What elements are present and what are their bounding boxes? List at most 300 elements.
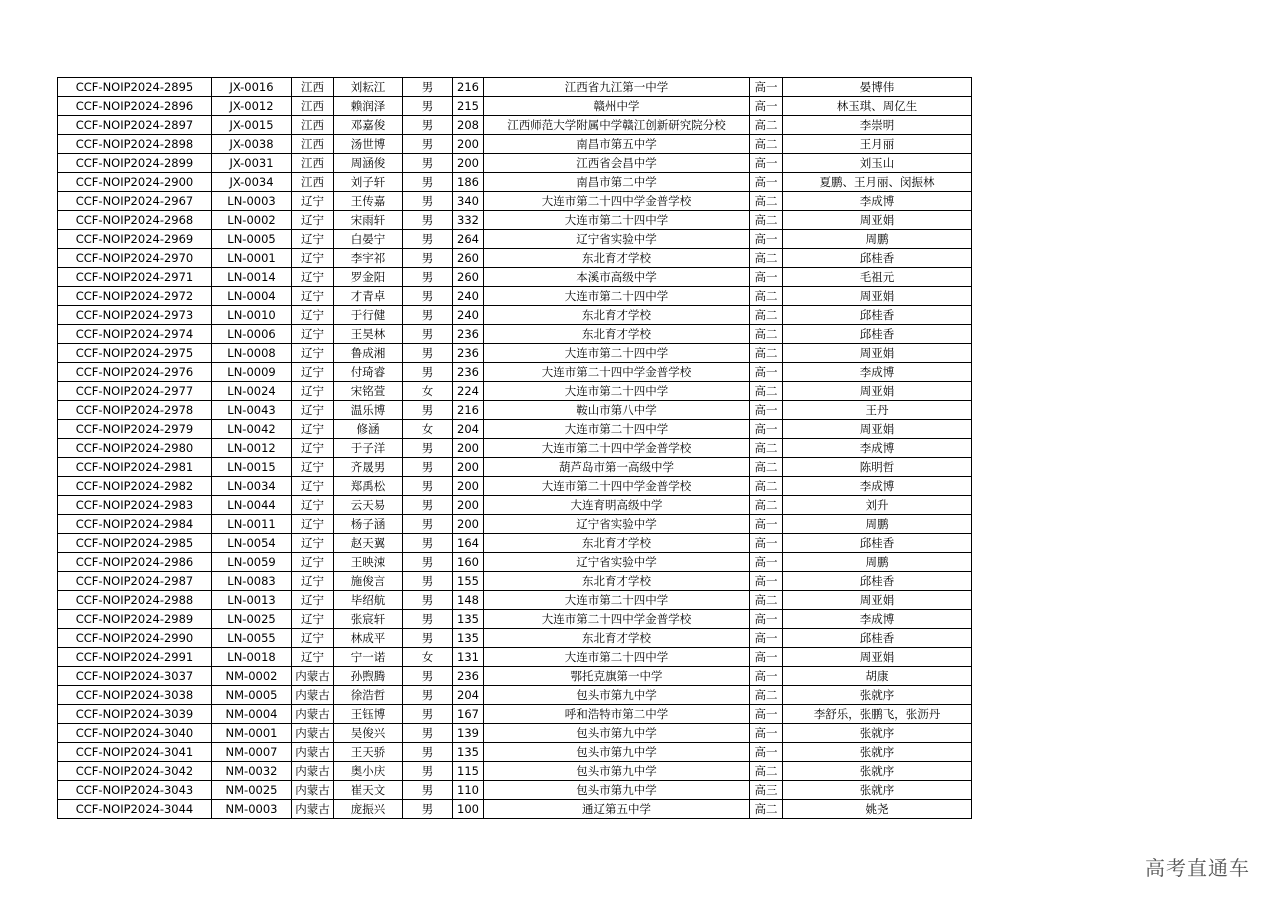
gender-cell: 男 <box>403 496 453 515</box>
province-cell: 辽宁 <box>292 610 334 629</box>
table-row <box>58 382 972 401</box>
cert-id-cell: CCF-NOIP2024-2974 <box>58 325 212 344</box>
province-cell: 辽宁 <box>292 268 334 287</box>
school-cell: 江西省会昌中学 <box>484 154 750 173</box>
grade-cell: 高一 <box>750 154 783 173</box>
table-row <box>58 800 972 819</box>
gender-cell: 男 <box>403 458 453 477</box>
cert-id-cell: CCF-NOIP2024-2975 <box>58 344 212 363</box>
watermark-text: 高考直通车 <box>1145 856 1250 880</box>
cert-id-cell: CCF-NOIP2024-2979 <box>58 420 212 439</box>
name-cell: 庞振兴 <box>334 800 403 819</box>
coach-cell: 周鹏 <box>783 553 972 572</box>
school-cell: 包头市第九中学 <box>484 762 750 781</box>
gender-cell: 男 <box>403 325 453 344</box>
score-cell: 215 <box>453 97 484 116</box>
province-cell: 辽宁 <box>292 363 334 382</box>
contestant-id-cell: LN-0012 <box>212 439 292 458</box>
school-cell: 大连市第二十四中学 <box>484 211 750 230</box>
name-cell: 汤世博 <box>334 135 403 154</box>
school-cell: 南昌市第五中学 <box>484 135 750 154</box>
grade-cell: 高一 <box>750 401 783 420</box>
coach-cell: 周亚娟 <box>783 420 972 439</box>
name-cell: 林成平 <box>334 629 403 648</box>
gender-cell: 男 <box>403 173 453 192</box>
contestant-id-cell: JX-0038 <box>212 135 292 154</box>
coach-cell: 周亚娟 <box>783 591 972 610</box>
grade-cell: 高二 <box>750 762 783 781</box>
coach-cell: 周鹏 <box>783 515 972 534</box>
gender-cell: 男 <box>403 230 453 249</box>
name-cell: 宁一诺 <box>334 648 403 667</box>
grade-cell: 高二 <box>750 116 783 135</box>
name-cell: 刘子轩 <box>334 173 403 192</box>
cert-id-cell: CCF-NOIP2024-2980 <box>58 439 212 458</box>
table-row <box>58 116 972 135</box>
coach-cell: 周鹏 <box>783 230 972 249</box>
cert-id-cell: CCF-NOIP2024-2989 <box>58 610 212 629</box>
school-cell: 包头市第九中学 <box>484 724 750 743</box>
score-cell: 208 <box>453 116 484 135</box>
table-row <box>58 515 972 534</box>
province-cell: 辽宁 <box>292 211 334 230</box>
table-row <box>58 249 972 268</box>
school-cell: 包头市第九中学 <box>484 781 750 800</box>
cert-id-cell: CCF-NOIP2024-2986 <box>58 553 212 572</box>
school-cell: 包头市第九中学 <box>484 743 750 762</box>
coach-cell: 李成博 <box>783 439 972 458</box>
name-cell: 奥小庆 <box>334 762 403 781</box>
score-cell: 167 <box>453 705 484 724</box>
table-row <box>58 78 972 97</box>
province-cell: 内蒙古 <box>292 762 334 781</box>
gender-cell: 男 <box>403 287 453 306</box>
table-row <box>58 781 972 800</box>
cert-id-cell: CCF-NOIP2024-2976 <box>58 363 212 382</box>
score-cell: 200 <box>453 496 484 515</box>
school-cell: 辽宁省实验中学 <box>484 230 750 249</box>
coach-cell: 邱桂香 <box>783 249 972 268</box>
table-row <box>58 458 972 477</box>
score-cell: 139 <box>453 724 484 743</box>
grade-cell: 高二 <box>750 686 783 705</box>
score-cell: 260 <box>453 268 484 287</box>
school-cell: 大连市第二十四中学 <box>484 382 750 401</box>
score-cell: 236 <box>453 344 484 363</box>
gender-cell: 男 <box>403 724 453 743</box>
score-cell: 160 <box>453 553 484 572</box>
gender-cell: 男 <box>403 705 453 724</box>
coach-cell: 夏鹏、王月丽、闵振林 <box>783 173 972 192</box>
school-cell: 辽宁省实验中学 <box>484 553 750 572</box>
school-cell: 东北育才学校 <box>484 306 750 325</box>
cert-id-cell: CCF-NOIP2024-3037 <box>58 667 212 686</box>
coach-cell: 张就序 <box>783 686 972 705</box>
score-cell: 236 <box>453 363 484 382</box>
coach-cell: 张就序 <box>783 762 972 781</box>
name-cell: 毕绍航 <box>334 591 403 610</box>
name-cell: 张宸轩 <box>334 610 403 629</box>
gender-cell: 男 <box>403 515 453 534</box>
grade-cell: 高二 <box>750 306 783 325</box>
grade-cell: 高一 <box>750 648 783 667</box>
school-cell: 东北育才学校 <box>484 629 750 648</box>
contestant-id-cell: LN-0003 <box>212 192 292 211</box>
table-row <box>58 705 972 724</box>
name-cell: 李宇祁 <box>334 249 403 268</box>
grade-cell: 高二 <box>750 249 783 268</box>
contestant-id-cell: NM-0025 <box>212 781 292 800</box>
score-cell: 200 <box>453 135 484 154</box>
contestant-id-cell: LN-0043 <box>212 401 292 420</box>
cert-id-cell: CCF-NOIP2024-2978 <box>58 401 212 420</box>
table-row <box>58 553 972 572</box>
grade-cell: 高二 <box>750 325 783 344</box>
gender-cell: 男 <box>403 667 453 686</box>
name-cell: 杨子涵 <box>334 515 403 534</box>
cert-id-cell: CCF-NOIP2024-2991 <box>58 648 212 667</box>
cert-id-cell: CCF-NOIP2024-3040 <box>58 724 212 743</box>
coach-cell: 李成博 <box>783 363 972 382</box>
contestant-id-cell: LN-0001 <box>212 249 292 268</box>
score-cell: 135 <box>453 610 484 629</box>
coach-cell: 张就序 <box>783 743 972 762</box>
province-cell: 辽宁 <box>292 534 334 553</box>
cert-id-cell: CCF-NOIP2024-2985 <box>58 534 212 553</box>
name-cell: 赵天翼 <box>334 534 403 553</box>
grade-cell: 高一 <box>750 420 783 439</box>
province-cell: 辽宁 <box>292 230 334 249</box>
school-cell: 大连市第二十四中学 <box>484 420 750 439</box>
name-cell: 王钰博 <box>334 705 403 724</box>
province-cell: 江西 <box>292 116 334 135</box>
table-row <box>58 344 972 363</box>
province-cell: 江西 <box>292 173 334 192</box>
score-cell: 200 <box>453 154 484 173</box>
score-cell: 100 <box>453 800 484 819</box>
name-cell: 于子洋 <box>334 439 403 458</box>
contestant-id-cell: NM-0005 <box>212 686 292 705</box>
name-cell: 刘耘江 <box>334 78 403 97</box>
score-cell: 264 <box>453 230 484 249</box>
table-row <box>58 287 972 306</box>
gender-cell: 男 <box>403 800 453 819</box>
table-row <box>58 192 972 211</box>
contestant-id-cell: LN-0010 <box>212 306 292 325</box>
school-cell: 江西师范大学附属中学赣江创新研究院分校 <box>484 116 750 135</box>
score-cell: 135 <box>453 743 484 762</box>
cert-id-cell: CCF-NOIP2024-2968 <box>58 211 212 230</box>
grade-cell: 高一 <box>750 173 783 192</box>
score-cell: 340 <box>453 192 484 211</box>
name-cell: 才青卓 <box>334 287 403 306</box>
school-cell: 赣州中学 <box>484 97 750 116</box>
grade-cell: 高二 <box>750 382 783 401</box>
gender-cell: 男 <box>403 439 453 458</box>
contestant-id-cell: LN-0018 <box>212 648 292 667</box>
table-row <box>58 97 972 116</box>
name-cell: 孙煦腾 <box>334 667 403 686</box>
score-cell: 135 <box>453 629 484 648</box>
coach-cell: 王丹 <box>783 401 972 420</box>
table-row <box>58 648 972 667</box>
province-cell: 内蒙古 <box>292 724 334 743</box>
school-cell: 大连市第二十四中学金普学校 <box>484 610 750 629</box>
grade-cell: 高一 <box>750 363 783 382</box>
gender-cell: 男 <box>403 610 453 629</box>
score-cell: 115 <box>453 762 484 781</box>
contestant-id-cell: LN-0009 <box>212 363 292 382</box>
name-cell: 施俊言 <box>334 572 403 591</box>
cert-id-cell: CCF-NOIP2024-2987 <box>58 572 212 591</box>
grade-cell: 高一 <box>750 610 783 629</box>
grade-cell: 高一 <box>750 724 783 743</box>
cert-id-cell: CCF-NOIP2024-3038 <box>58 686 212 705</box>
score-cell: 200 <box>453 439 484 458</box>
grade-cell: 高二 <box>750 439 783 458</box>
gender-cell: 男 <box>403 268 453 287</box>
name-cell: 齐晟男 <box>334 458 403 477</box>
province-cell: 江西 <box>292 97 334 116</box>
gender-cell: 男 <box>403 154 453 173</box>
contestant-id-cell: LN-0083 <box>212 572 292 591</box>
cert-id-cell: CCF-NOIP2024-3039 <box>58 705 212 724</box>
school-cell: 鞍山市第八中学 <box>484 401 750 420</box>
gender-cell: 男 <box>403 477 453 496</box>
school-cell: 南昌市第二中学 <box>484 173 750 192</box>
province-cell: 内蒙古 <box>292 705 334 724</box>
province-cell: 辽宁 <box>292 458 334 477</box>
province-cell: 辽宁 <box>292 344 334 363</box>
gender-cell: 男 <box>403 211 453 230</box>
province-cell: 内蒙古 <box>292 781 334 800</box>
award-table <box>57 77 972 819</box>
province-cell: 辽宁 <box>292 306 334 325</box>
school-cell: 通辽第五中学 <box>484 800 750 819</box>
cert-id-cell: CCF-NOIP2024-2990 <box>58 629 212 648</box>
school-cell: 大连市第二十四中学 <box>484 287 750 306</box>
gender-cell: 男 <box>403 629 453 648</box>
coach-cell: 邱桂香 <box>783 629 972 648</box>
contestant-id-cell: JX-0015 <box>212 116 292 135</box>
grade-cell: 高一 <box>750 629 783 648</box>
contestant-id-cell: NM-0004 <box>212 705 292 724</box>
coach-cell: 陈明哲 <box>783 458 972 477</box>
cert-id-cell: CCF-NOIP2024-2977 <box>58 382 212 401</box>
province-cell: 辽宁 <box>292 477 334 496</box>
gender-cell: 女 <box>403 420 453 439</box>
cert-id-cell: CCF-NOIP2024-2972 <box>58 287 212 306</box>
table-row <box>58 173 972 192</box>
cert-id-cell: CCF-NOIP2024-2967 <box>58 192 212 211</box>
gender-cell: 女 <box>403 648 453 667</box>
score-cell: 200 <box>453 515 484 534</box>
table-row <box>58 743 972 762</box>
school-cell: 葫芦岛市第一高级中学 <box>484 458 750 477</box>
score-cell: 240 <box>453 287 484 306</box>
name-cell: 王映涑 <box>334 553 403 572</box>
grade-cell: 高二 <box>750 458 783 477</box>
cert-id-cell: CCF-NOIP2024-3041 <box>58 743 212 762</box>
grade-cell: 高二 <box>750 496 783 515</box>
grade-cell: 高二 <box>750 477 783 496</box>
name-cell: 宋雨轩 <box>334 211 403 230</box>
table-row <box>58 363 972 382</box>
gender-cell: 男 <box>403 306 453 325</box>
province-cell: 辽宁 <box>292 420 334 439</box>
gender-cell: 男 <box>403 192 453 211</box>
cert-id-cell: CCF-NOIP2024-2982 <box>58 477 212 496</box>
name-cell: 修涵 <box>334 420 403 439</box>
coach-cell: 晏博伟 <box>783 78 972 97</box>
name-cell: 白晏宁 <box>334 230 403 249</box>
score-cell: 204 <box>453 686 484 705</box>
coach-cell: 周亚娟 <box>783 211 972 230</box>
contestant-id-cell: LN-0034 <box>212 477 292 496</box>
school-cell: 包头市第九中学 <box>484 686 750 705</box>
coach-cell: 周亚娟 <box>783 287 972 306</box>
school-cell: 东北育才学校 <box>484 534 750 553</box>
grade-cell: 高一 <box>750 534 783 553</box>
contestant-id-cell: LN-0005 <box>212 230 292 249</box>
score-cell: 131 <box>453 648 484 667</box>
gender-cell: 男 <box>403 762 453 781</box>
name-cell: 宋铭萱 <box>334 382 403 401</box>
school-cell: 呼和浩特市第二中学 <box>484 705 750 724</box>
grade-cell: 高一 <box>750 743 783 762</box>
coach-cell: 李成博 <box>783 192 972 211</box>
table-row <box>58 686 972 705</box>
table-row <box>58 591 972 610</box>
gender-cell: 男 <box>403 344 453 363</box>
name-cell: 吴俊兴 <box>334 724 403 743</box>
cert-id-cell: CCF-NOIP2024-3042 <box>58 762 212 781</box>
coach-cell: 周亚娟 <box>783 382 972 401</box>
contestant-id-cell: LN-0008 <box>212 344 292 363</box>
province-cell: 辽宁 <box>292 325 334 344</box>
grade-cell: 高一 <box>750 97 783 116</box>
grade-cell: 高二 <box>750 800 783 819</box>
table-row <box>58 420 972 439</box>
gender-cell: 男 <box>403 553 453 572</box>
province-cell: 江西 <box>292 78 334 97</box>
name-cell: 徐浩哲 <box>334 686 403 705</box>
contestant-id-cell: LN-0059 <box>212 553 292 572</box>
gender-cell: 男 <box>403 135 453 154</box>
score-cell: 216 <box>453 401 484 420</box>
table-row <box>58 211 972 230</box>
table-row <box>58 629 972 648</box>
gender-cell: 男 <box>403 97 453 116</box>
table-row <box>58 325 972 344</box>
score-cell: 164 <box>453 534 484 553</box>
name-cell: 温乐博 <box>334 401 403 420</box>
coach-cell: 邱桂香 <box>783 306 972 325</box>
gender-cell: 男 <box>403 116 453 135</box>
score-cell: 236 <box>453 325 484 344</box>
coach-cell: 毛祖元 <box>783 268 972 287</box>
score-cell: 186 <box>453 173 484 192</box>
contestant-id-cell: LN-0024 <box>212 382 292 401</box>
coach-cell: 李崇明 <box>783 116 972 135</box>
name-cell: 罗金阳 <box>334 268 403 287</box>
contestant-id-cell: LN-0055 <box>212 629 292 648</box>
score-cell: 332 <box>453 211 484 230</box>
school-cell: 大连市第二十四中学 <box>484 591 750 610</box>
contestant-id-cell: LN-0002 <box>212 211 292 230</box>
table-row <box>58 154 972 173</box>
school-cell: 大连市第二十四中学 <box>484 648 750 667</box>
school-cell: 大连市第二十四中学金普学校 <box>484 363 750 382</box>
province-cell: 辽宁 <box>292 382 334 401</box>
grade-cell: 高一 <box>750 515 783 534</box>
cert-id-cell: CCF-NOIP2024-2988 <box>58 591 212 610</box>
contestant-id-cell: NM-0002 <box>212 667 292 686</box>
table-row <box>58 610 972 629</box>
score-cell: 200 <box>453 477 484 496</box>
grade-cell: 高二 <box>750 211 783 230</box>
province-cell: 辽宁 <box>292 515 334 534</box>
grade-cell: 高一 <box>750 553 783 572</box>
cert-id-cell: CCF-NOIP2024-2895 <box>58 78 212 97</box>
grade-cell: 高一 <box>750 572 783 591</box>
gender-cell: 男 <box>403 743 453 762</box>
province-cell: 内蒙古 <box>292 667 334 686</box>
coach-cell: 邱桂香 <box>783 325 972 344</box>
cert-id-cell: CCF-NOIP2024-2984 <box>58 515 212 534</box>
coach-cell: 张就序 <box>783 781 972 800</box>
province-cell: 辽宁 <box>292 591 334 610</box>
province-cell: 江西 <box>292 135 334 154</box>
province-cell: 辽宁 <box>292 249 334 268</box>
contestant-id-cell: LN-0054 <box>212 534 292 553</box>
province-cell: 辽宁 <box>292 496 334 515</box>
grade-cell: 高一 <box>750 705 783 724</box>
name-cell: 王昊林 <box>334 325 403 344</box>
school-cell: 大连市第二十四中学 <box>484 344 750 363</box>
table-row <box>58 667 972 686</box>
score-cell: 216 <box>453 78 484 97</box>
score-cell: 240 <box>453 306 484 325</box>
score-cell: 110 <box>453 781 484 800</box>
province-cell: 辽宁 <box>292 401 334 420</box>
gender-cell: 男 <box>403 534 453 553</box>
table-row <box>58 762 972 781</box>
table-body <box>58 78 972 819</box>
gender-cell: 男 <box>403 249 453 268</box>
contestant-id-cell: LN-0025 <box>212 610 292 629</box>
province-cell: 内蒙古 <box>292 800 334 819</box>
cert-id-cell: CCF-NOIP2024-2969 <box>58 230 212 249</box>
school-cell: 大连市第二十四中学金普学校 <box>484 477 750 496</box>
coach-cell: 姚尧 <box>783 800 972 819</box>
province-cell: 内蒙古 <box>292 686 334 705</box>
coach-cell: 刘升 <box>783 496 972 515</box>
table-row <box>58 401 972 420</box>
school-cell: 东北育才学校 <box>484 572 750 591</box>
gender-cell: 男 <box>403 363 453 382</box>
cert-id-cell: CCF-NOIP2024-2897 <box>58 116 212 135</box>
school-cell: 东北育才学校 <box>484 249 750 268</box>
cert-id-cell: CCF-NOIP2024-2898 <box>58 135 212 154</box>
province-cell: 辽宁 <box>292 629 334 648</box>
contestant-id-cell: LN-0006 <box>212 325 292 344</box>
name-cell: 赖润泽 <box>334 97 403 116</box>
coach-cell: 邱桂香 <box>783 534 972 553</box>
gender-cell: 男 <box>403 781 453 800</box>
cert-id-cell: CCF-NOIP2024-2970 <box>58 249 212 268</box>
score-cell: 200 <box>453 458 484 477</box>
